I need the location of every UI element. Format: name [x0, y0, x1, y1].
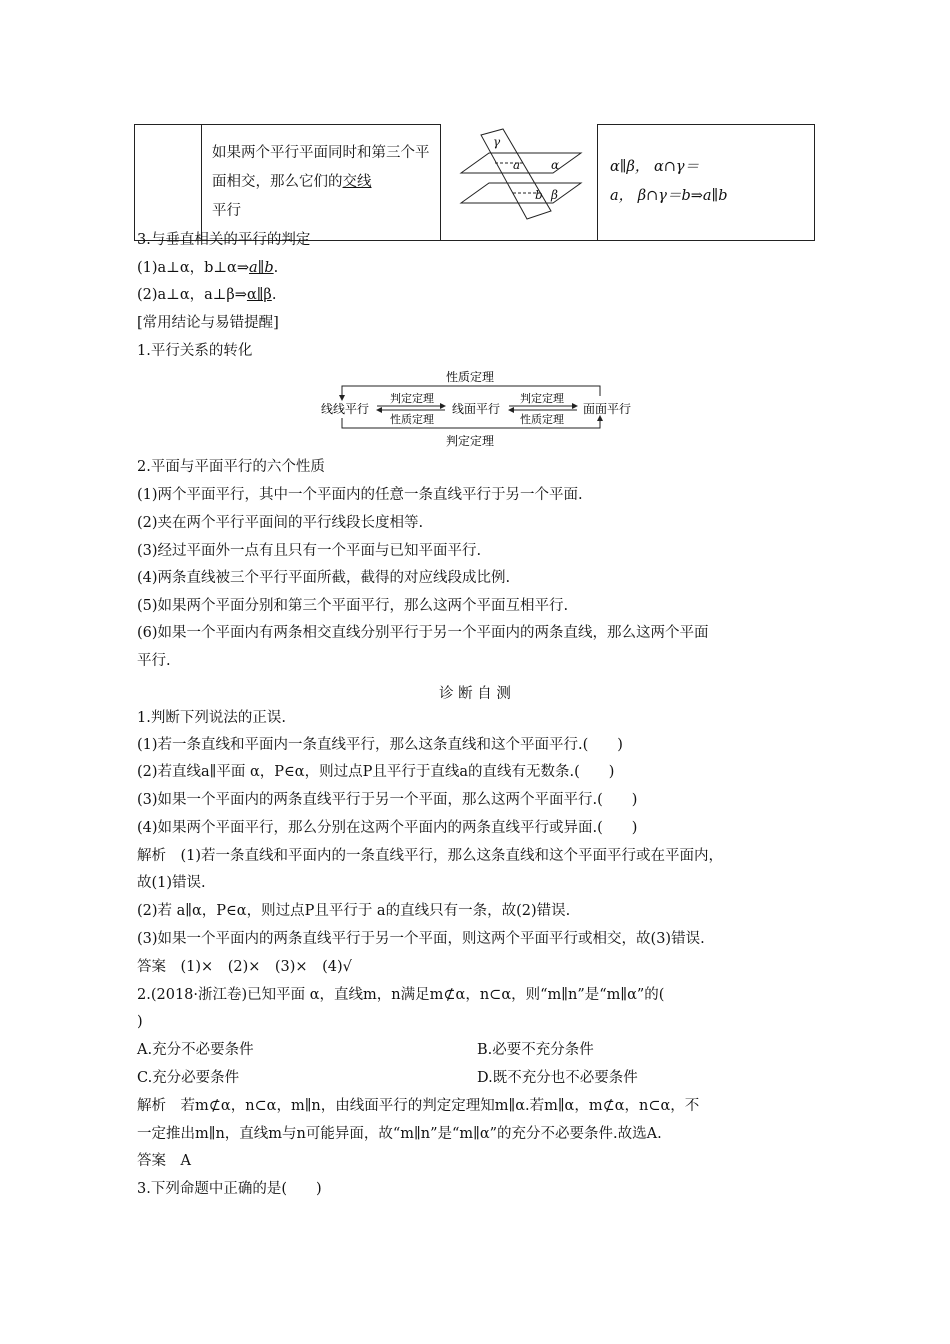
q2-solution-line: 一定推出m∥n，直线m与n可能异面，故“m∥n”是“m∥α”的充分不必要条件.故选A. — [137, 1126, 662, 1142]
six-props-item: 平行. — [137, 653, 171, 669]
table-symbolic-cell — [598, 125, 815, 241]
flow-bottom-label: 判定定理 — [445, 434, 495, 448]
table-statement-cell — [202, 125, 441, 241]
flow-node3: 面面平行 — [582, 402, 632, 416]
q1-solution-line: 解析 (1)若一条直线和平面内的一条直线平行，那么这条直线和这个平面平行或在平面内， — [137, 848, 724, 864]
item2-answer: α∥β — [246, 287, 272, 303]
common-heading: [常用结论与易错提醒] — [137, 315, 279, 331]
section3-heading: 3.与垂直相关的平行的判定 — [137, 232, 311, 248]
item1-end: . — [273, 260, 279, 276]
section3-item2 — [137, 284, 276, 306]
flow-arrow1-bottom: 性质定理 — [390, 413, 434, 426]
diag-title: 诊 断 自 测 — [439, 686, 511, 702]
label-beta: β — [551, 187, 558, 202]
six-props-item: (6)如果一个平面内有两条相交直线分别平行于另一个平面内的两条直线，那么这两个平面 — [137, 625, 709, 641]
q1-solution-line: (2)若 a∥α，P∈α，则过点P且平行于 a的直线只有一条，故(2)错误. — [137, 903, 571, 919]
flow-arrow2-top: 判定定理 — [520, 392, 564, 405]
label-alpha: α — [551, 157, 560, 172]
q1-solution-line: 故(1)错误. — [137, 875, 206, 891]
flow-arrow2-bottom: 性质定理 — [520, 413, 564, 426]
q2-option-c[interactable]: C.充分必要条件 — [137, 1070, 240, 1086]
symbolic-line1: α∥β， α∩γ＝ — [610, 159, 700, 176]
table-figure-cell — [441, 125, 598, 241]
q3-text: 3.下列命题中正确的是( ) — [137, 1181, 322, 1197]
item2-end: . — [271, 287, 277, 303]
six-props-heading: 2.平面与平面平行的六个性质 — [137, 459, 325, 475]
item1-prefix: (1)a⊥α，b⊥α⇒ — [137, 260, 249, 276]
symbolic-line2: a， β∩γ＝b⇒a∥b — [610, 188, 728, 205]
six-props-item: (4)两条直线被三个平行平面所截，截得的对应线段成比例. — [137, 570, 511, 586]
plane-gamma-shape — [481, 129, 551, 219]
flow-node1: 线线平行 — [320, 402, 370, 416]
label-b: b — [535, 187, 543, 202]
six-props-item: (2)夹在两个平行平面间的平行线段长度相等. — [137, 515, 424, 531]
q2-line2: ) — [137, 1014, 143, 1030]
q2-solution-line: 解析 若m⊄α，n⊂α，m∥n，由线面平行的判定定理知m∥α.若m∥α，m⊄α，n⊂α，不 — [137, 1098, 700, 1114]
q1-item: (2)若直线a∥平面 α，P∈α，则过点P且平行于直线a的直线有无数条.( ) — [137, 764, 615, 780]
q2-line1: 2.(2018·浙江卷)已知平面 α，直线m，n满足m⊄α，n⊂α，则“m∥n”是“m∥α”的( — [137, 987, 665, 1003]
q2-option-d[interactable]: D.既不充分也不必要条件 — [477, 1070, 638, 1086]
q2-answer: 答案 A — [137, 1153, 191, 1169]
label-a: a — [513, 157, 521, 172]
q1-item: (4)如果两个平面平行，那么分别在这两个平面内的两条直线平行或异面.( ) — [137, 820, 638, 836]
q1-answer: 答案 (1)× (2)× (3)× (4)√ — [137, 959, 352, 975]
planes-figure — [441, 125, 597, 229]
flow-top-label: 性质定理 — [445, 370, 495, 384]
q1-heading: 1.判断下列说法的正误. — [137, 710, 286, 726]
six-props-item: (5)如果两个平面分别和第三个平面平行，那么这两个平面互相平行. — [137, 598, 569, 614]
six-props-item: (3)经过平面外一点有且只有一个平面与已知平面平行. — [137, 543, 482, 559]
theorem-table — [134, 124, 815, 241]
flow-node2: 线面平行 — [451, 402, 501, 416]
parallel-transform-diagram — [315, 366, 645, 452]
q2-option-a[interactable]: A.充分不必要条件 — [137, 1042, 254, 1058]
q1-solution-line: (3)如果一个平面内的两条直线平行于另一个平面，则这两个平面平行或相交，故(3)错误. — [137, 931, 705, 947]
statement-text: 如果两个平行平面同时和第三个平面相交，那么它们的 — [212, 144, 430, 190]
statement-underlined: 交线 — [342, 173, 372, 190]
item1-answer: a∥b — [248, 260, 274, 276]
table-empty-cell — [135, 125, 202, 241]
q1-item: (1)若一条直线和平面内一条直线平行，那么这条直线和这个平面平行.( ) — [137, 737, 623, 753]
item2-prefix: (2)a⊥α，a⊥β⇒ — [137, 287, 247, 303]
common-sub1: 1.平行关系的转化 — [137, 343, 253, 359]
six-props-item: (1)两个平面平行，其中一个平面内的任意一条直线平行于另一个平面. — [137, 487, 583, 503]
section3-item1 — [137, 257, 278, 279]
statement-end: 平行 — [212, 202, 241, 219]
flow-arrow1-top: 判定定理 — [390, 392, 434, 405]
q2-option-b[interactable]: B.必要不充分条件 — [477, 1042, 594, 1058]
table-row — [135, 125, 815, 241]
label-gamma: γ — [493, 134, 501, 149]
q1-item: (3)如果一个平面内的两条直线平行于另一个平面，那么这两个平面平行.( ) — [137, 792, 638, 808]
